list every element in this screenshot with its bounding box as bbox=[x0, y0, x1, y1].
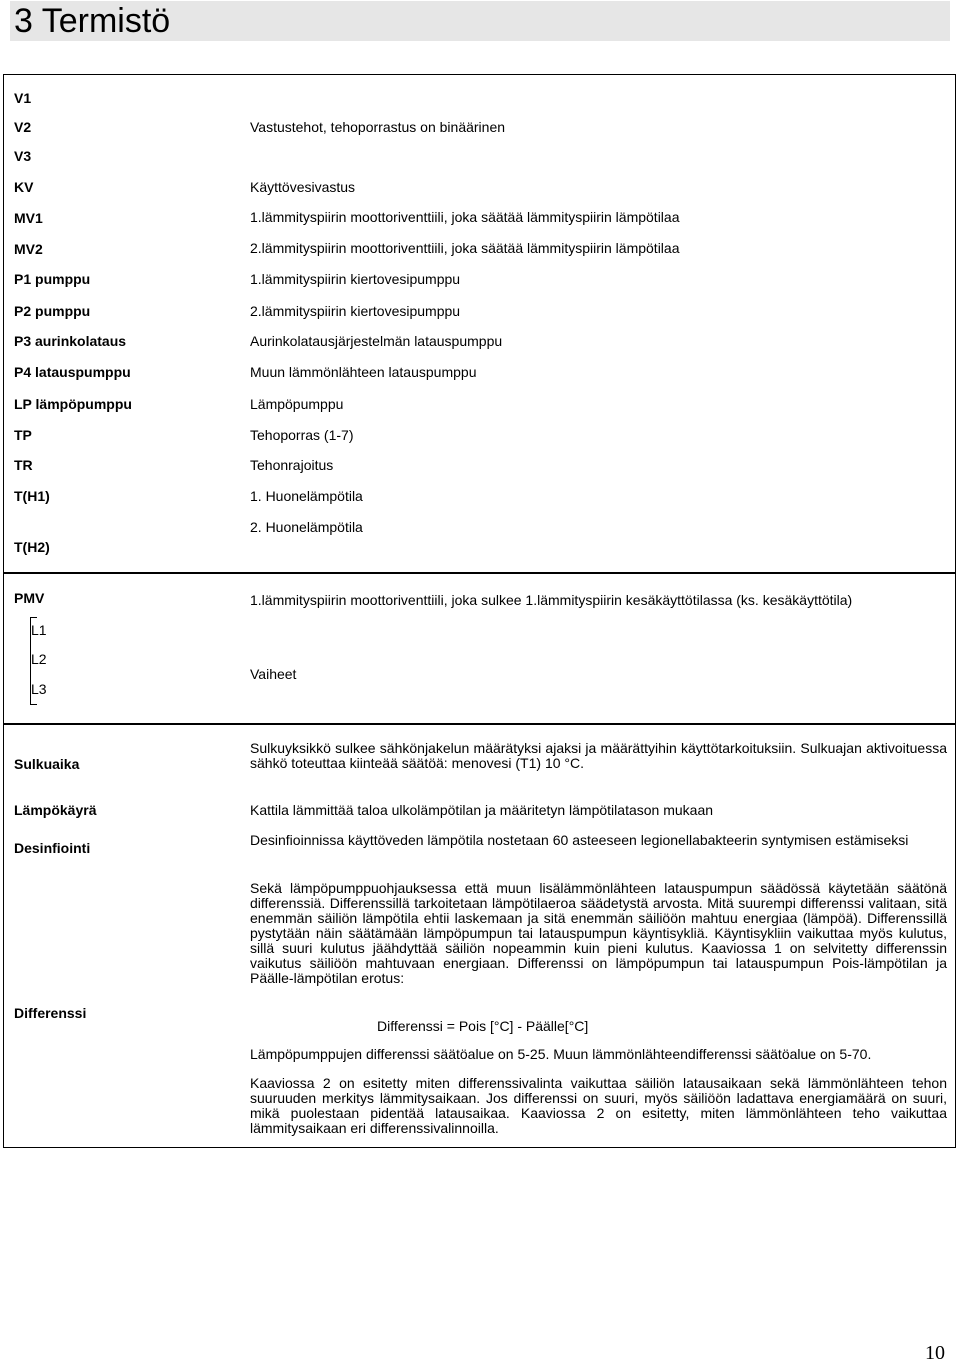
term-description: Kaaviossa 2 on esitetty miten differenssivalinta vaikuttaa säiliön latausaikaan sekä lämmönlähteen tehon suuruuden merkitys lämmitysaikaan. Jos differenssi on suuri, myös säiliöön ladattava energiamäärä on suuri, mikä puolestaan pidentää latausaikaa. Kaaviossa 2 on esitetty, miten lämmönlähteen teho vaikuttaa lämmitysaikaan eri differenssivalinnoilla. bbox=[250, 1075, 947, 1136]
term-description: Vastustehot, tehoporrastus on binäärinen bbox=[250, 119, 506, 135]
page-title: 3 Termistö bbox=[14, 2, 171, 40]
phase-label: L2 bbox=[31, 651, 47, 667]
term-description: Lämpöpumppu bbox=[250, 396, 344, 412]
term-description: 2.lämmityspiirin kiertovesipumppu bbox=[250, 303, 461, 319]
term-label: Desinfiointi bbox=[14, 840, 91, 856]
term-description: Vaiheet bbox=[250, 666, 297, 682]
term-label: MV2 bbox=[14, 241, 43, 257]
term-description: 1.lämmityspiirin moottoriventtiili, joka sulkee 1.lämmityspiirin kesäkäyttötilassa (ks. kesäkäyttötila) bbox=[250, 592, 853, 608]
term-description: Käyttövesivastus bbox=[250, 179, 356, 195]
term-label: LP lämpöpumppu bbox=[14, 396, 132, 412]
term-description: Sekä lämpöpumppuohjauksessa että muun lisälämmönlähteen latauspumpun säädössä käytetään säätönä differenssiä. Differenssillä tarkoitetaan lämpötilaeroa säädetystä arvosta. Mitä suurempi differenssi valitaan, sitä enemmän säiliön lämpötila ehtii laskemaan ja sitä enemmän säiliöön mahtuu energiaa (lämpöä). Differenssillä pystytään näin säätämään lämpöpumpun tai latauspumpun käyntisykliä. Käyntisykliin vaikuttaa myös kulutus, sillä suuri kulutus jäähdyttää säiliön nopeammin kuin pieni kulutus. Kaaviossa 1 on selvitetty differenssin vaikutus säiliöön mahtuvaan energiaan. Differenssi on lämpöpumpun tai latauspumpun Pois-lämpötilan ja Päälle-lämpötilan erotus: bbox=[250, 880, 947, 986]
page-number: 10 bbox=[925, 1342, 945, 1364]
term-description: Tehonrajoitus bbox=[250, 457, 334, 473]
term-description: Lämpöpumppujen differenssi säätöalue on 5-25. Muun lämmönlähteendifferenssi säätöalue on 5-70. bbox=[250, 1046, 872, 1062]
phase-label: L1 bbox=[31, 622, 47, 638]
term-label: KV bbox=[14, 179, 34, 195]
terms-table-main bbox=[3, 74, 956, 573]
term-description: 2.lämmityspiirin moottoriventtiili, joka säätää lämmityspiirin lämpötilaa bbox=[250, 240, 680, 256]
term-description: Muun lämmönlähteen latauspumppu bbox=[250, 364, 477, 380]
term-description: Desinfioinnissa käyttöveden lämpötila nostetaan 60 asteeseen legionellabakteerin syntymisen estämiseksi bbox=[250, 832, 909, 848]
term-label: P2 pumppu bbox=[14, 303, 91, 319]
phase-label: L3 bbox=[31, 681, 47, 697]
term-description: Aurinkolatausjärjestelmän latauspumppu bbox=[250, 333, 503, 349]
term-label: V3 bbox=[14, 148, 32, 164]
term-description: Tehoporras (1-7) bbox=[250, 427, 354, 443]
term-label: P1 pumppu bbox=[14, 271, 91, 287]
term-label: V1 bbox=[14, 90, 32, 106]
term-label: Lämpökäyrä bbox=[14, 802, 97, 818]
term-label: Differenssi bbox=[14, 1005, 87, 1021]
term-label: PMV bbox=[14, 590, 45, 606]
term-description: Kattila lämmittää taloa ulkolämpötilan ja määritetyn lämpötilatason mukaan bbox=[250, 802, 714, 818]
term-description: 2. Huonelämpötila bbox=[250, 519, 363, 535]
term-label: MV1 bbox=[14, 210, 43, 226]
term-label: TP bbox=[14, 427, 32, 443]
term-label: TR bbox=[14, 457, 33, 473]
term-label: P4 latauspumppu bbox=[14, 364, 131, 380]
term-label: T(H2) bbox=[14, 539, 50, 555]
term-description: 1. Huonelämpötila bbox=[250, 488, 363, 504]
term-description: Sulkuyksikkö sulkee sähkönjakelun määrätyksi ajaksi ja määrättyihin käyttötarkoituksiin. Sulkuajan aktivoituessa sähkö toteuttaa kiinteää säätöä: menovesi (T1) 10 °C. bbox=[250, 740, 947, 771]
formula: Differenssi = Pois [°C] - Päälle[°C] bbox=[377, 1018, 589, 1034]
term-description: 1.lämmityspiirin moottoriventtiili, joka säätää lämmityspiirin lämpötilaa bbox=[250, 209, 680, 225]
term-label: V2 bbox=[14, 119, 32, 135]
term-label: P3 aurinkolataus bbox=[14, 333, 127, 349]
term-label: Sulkuaika bbox=[14, 756, 80, 772]
term-description: 1.lämmityspiirin kiertovesipumppu bbox=[250, 271, 461, 287]
term-label: T(H1) bbox=[14, 488, 50, 504]
